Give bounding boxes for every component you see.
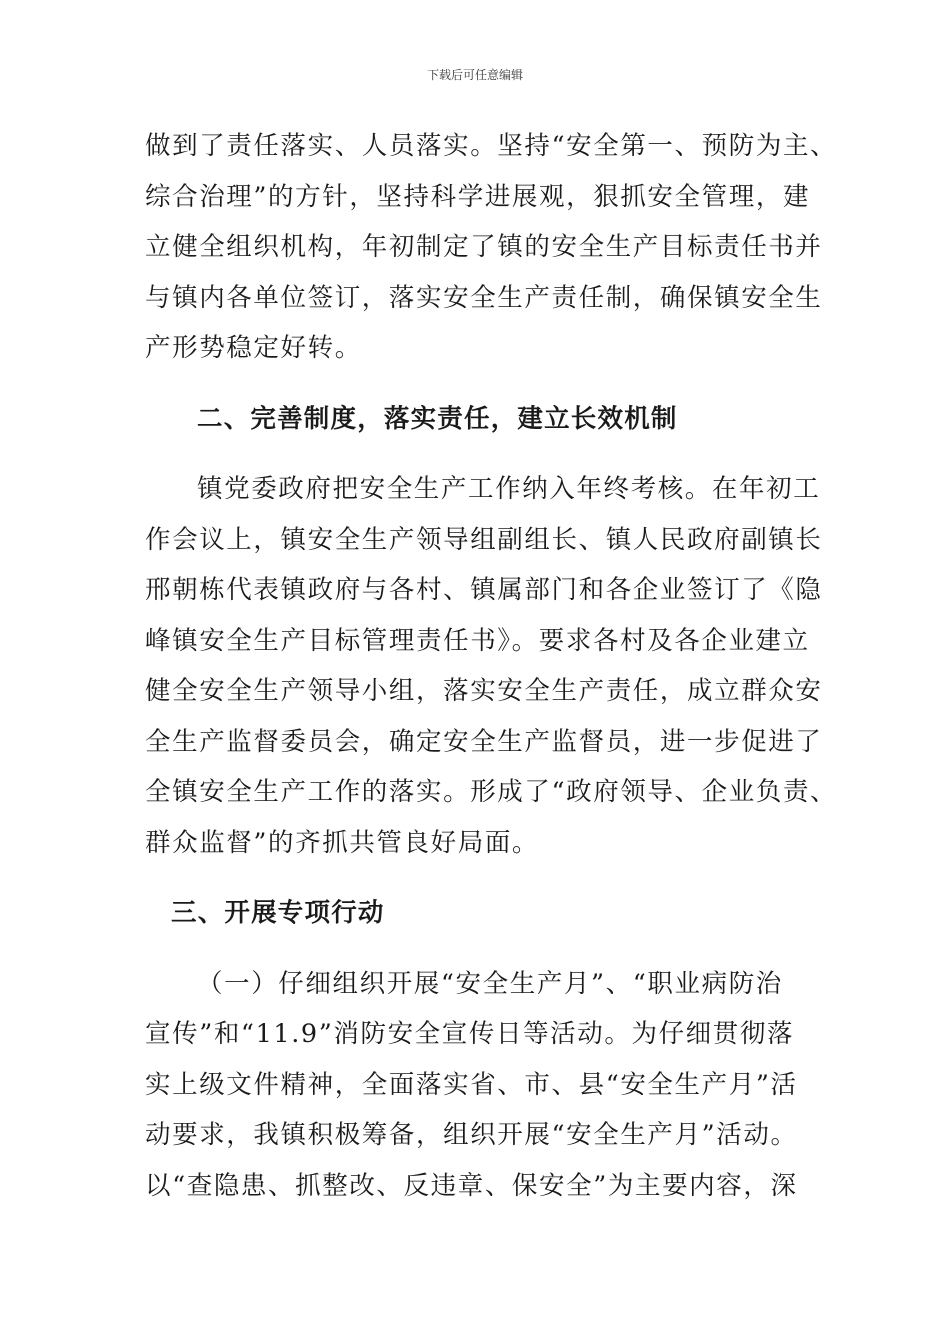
paragraph-line: 全生产监督委员会，确定安全生产监督员，进一步促进了 xyxy=(145,726,823,757)
paragraph-line: 产形势稳定好转。 xyxy=(145,333,362,363)
paragraph-line: 群众监督”的齐抓共管良好局面。 xyxy=(145,827,540,858)
paragraph-line: 与镇内各单位签订，落实安全生产责任制，确保镇安全生 xyxy=(145,282,823,313)
paragraph-line: 做到了责任落实、人员落实。坚持“安全第一、预防为主、 xyxy=(145,131,838,161)
paragraph-line: 作会议上，镇安全生产领导组副组长、镇人民政府副镇长 xyxy=(145,524,823,555)
paragraph-line: 实上级文件精神，全面落实省、市、县“安全生产月”活 xyxy=(145,1069,798,1100)
paragraph-line: 镇党委政府把安全生产工作纳入年终考核。在年初工 xyxy=(197,474,821,504)
paragraph-line: 宣传”和“11.9”消防安全宣传日等活动。为仔细贯彻落 xyxy=(145,1019,795,1049)
paragraph-line: 动要求，我镇积极筹备，组织开展“安全生产月”活动。 xyxy=(145,1120,798,1150)
paragraph-line: 峰镇安全生产目标管理责任书》。要求各村及各企业建立 xyxy=(145,625,810,656)
document-body xyxy=(145,121,838,1211)
section-heading-3: 三、开展专项行动 xyxy=(171,898,385,928)
paragraph-line: 综合治理”的方针，坚持科学进展观，狠抓安全管理，建 xyxy=(145,181,811,212)
paragraph-line: 立健全组织机构，年初制定了镇的安全生产目标责任书并 xyxy=(145,232,823,262)
paragraph-3 xyxy=(145,959,805,1212)
paragraph-line: （一）仔细组织开展“安全生产月”、“职业病防治 xyxy=(197,968,783,999)
paragraph-2 xyxy=(145,464,838,868)
page-header: 下载后可任意编辑 xyxy=(426,68,523,82)
paragraph-1 xyxy=(145,121,838,374)
section-heading-2: 二、完善制度，落实责任，建立长效机制 xyxy=(197,403,678,434)
paragraph-line: 邢朝栋代表镇政府与各村、镇属部门和各企业签订了《隐 xyxy=(145,575,823,605)
paragraph-line: 全镇安全生产工作的落实。形成了“政府领导、企业负责、 xyxy=(145,777,838,807)
paragraph-line: 健全安全生产领导小组，落实安全生产责任，成立群众安 xyxy=(145,676,823,706)
paragraph-line: 以“查隐患、抓整改、反违章、保安全”为主要内容，深 xyxy=(145,1170,798,1201)
